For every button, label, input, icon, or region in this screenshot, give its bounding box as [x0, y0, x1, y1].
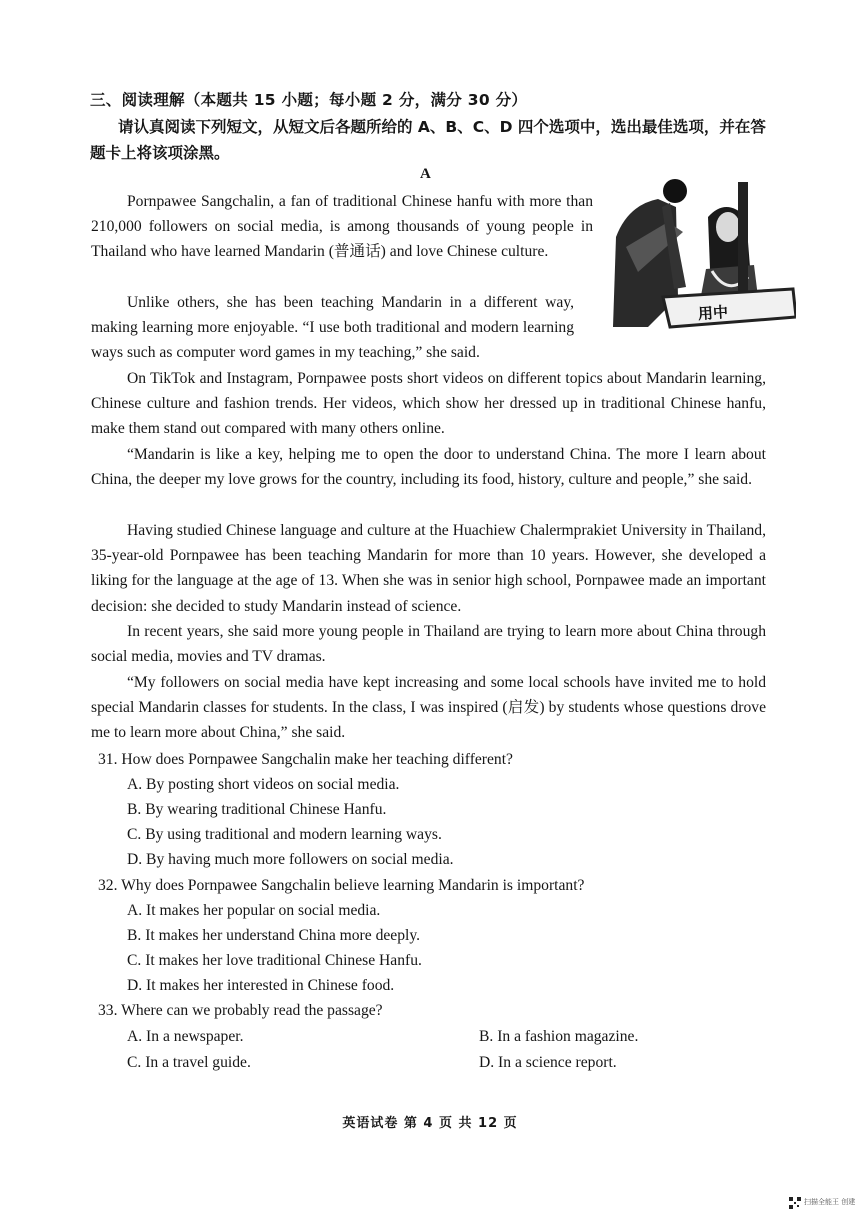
illustration-sign-text: 用中: [697, 303, 729, 324]
scanner-watermark: 扫描全能王 创建: [804, 1198, 856, 1206]
qr-code-icon: [789, 1197, 801, 1209]
passage-paragraph-6: In recent years, she said more young people in Thailand are trying to learn more about China through social media, movies and TV dramas.: [91, 623, 766, 666]
question-32: 32. Why does Pornpawee Sangchalin believe learning Mandarin is important?: [98, 877, 585, 894]
question-31-option-c: C. By using traditional and modern learning ways.: [127, 826, 442, 843]
question-31: 31. How does Pornpawee Sangchalin make her teaching different?: [98, 751, 513, 768]
passage-paragraph-5: Having studied Chinese language and culture at the Huachiew Chalermprakiet University in Thailand, 35-year-old Pornpawee has been teaching Mandarin for more than 10 years. However, she developed a liking for the language at the age of 13. When she was in senior high school, Pornpawee made an important decision: she decided to study Mandarin instead of science.: [91, 522, 766, 615]
illustration-image: [608, 177, 796, 335]
passage-paragraph-2: Unlike others, she has been teaching Mandarin in a different way, making learning more enjoyable. “I use both traditional and modern learning ways such as computer word games in my teaching,” she said.: [91, 294, 574, 362]
page-footer: 英语试卷 第 4 页 共 12 页: [342, 1116, 518, 1131]
question-33-option-d: D. In a science report.: [479, 1054, 617, 1071]
question-31-option-d: D. By having much more followers on social media.: [127, 851, 454, 868]
passage-label: A: [420, 166, 431, 182]
passage-paragraph-4: “Mandarin is like a key, helping me to open the door to understand China. The more I learn about China, the deeper my love grows for the country, including its food, history, culture and people,” she said.: [91, 446, 766, 489]
question-32-option-a: A. It makes her popular on social media.: [127, 902, 381, 919]
question-33-option-a: A. In a newspaper.: [127, 1028, 244, 1045]
question-32-option-d: D. It makes her interested in Chinese food.: [127, 977, 395, 994]
question-32-option-c: C. It makes her love traditional Chinese Hanfu.: [127, 952, 422, 969]
section-title: 三、阅读理解（本题共 15 小题；每小题 2 分，满分 30 分）: [90, 91, 528, 109]
question-33-option-b: B. In a fashion magazine.: [479, 1028, 639, 1045]
passage-paragraph-7: “My followers on social media have kept increasing and some local schools have invited me to hold special Mandarin classes for students. In the class, I was inspired (启发) by students whose questions drove me to learn more about China,” she said.: [91, 674, 766, 742]
section-instructions: 请认真阅读下列短文，从短文后各题所给的 A、B、C、D 四个选项中，选出最佳选项，并在答题卡上将该项涂黑。: [90, 118, 766, 162]
question-33: 33. Where can we probably read the passage?: [98, 1002, 383, 1019]
question-31-option-a: A. By posting short videos on social media.: [127, 776, 400, 793]
question-33-option-c: C. In a travel guide.: [127, 1054, 251, 1071]
passage-paragraph-3: On TikTok and Instagram, Pornpawee posts short videos on different topics about Mandarin learning, Chinese culture and fashion trends. Her videos, which show her dressed up in traditional Chinese hanfu, make them stand out compared with many others online.: [91, 370, 766, 438]
passage-paragraph-1: Pornpawee Sangchalin, a fan of traditional Chinese hanfu with more than 210,000 followers on social media, is among thousands of young people in Thailand who have learned Mandarin (普通话) and love Chinese culture.: [91, 193, 593, 261]
question-32-option-b: B. It makes her understand China more deeply.: [127, 927, 421, 944]
question-31-option-b: B. By wearing traditional Chinese Hanfu.: [127, 801, 387, 818]
